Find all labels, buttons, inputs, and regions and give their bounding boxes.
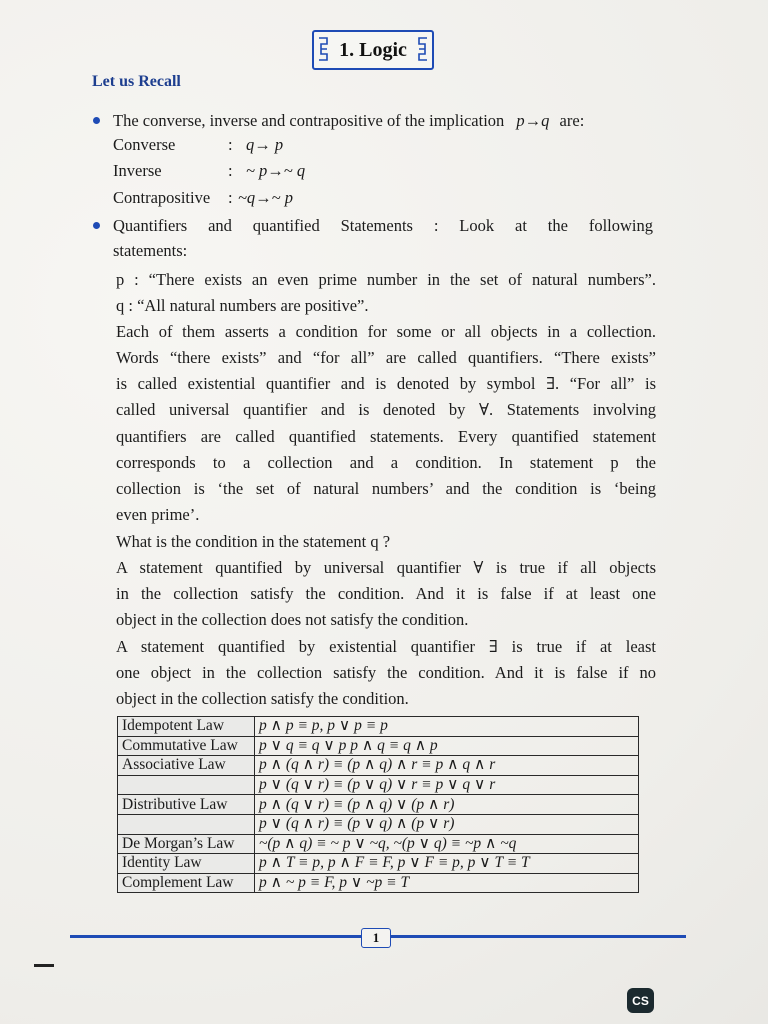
para-line: A statement quantified by existential quantifier ∃ is true if at least <box>116 637 656 656</box>
bullet-dot-icon <box>93 222 100 229</box>
para-line: A statement quantified by universal quantifier ∀ is true if all objects <box>116 558 656 577</box>
contrapositive-expr: ~q→~ p <box>238 188 293 207</box>
law-formula: p ∧ p ≡ p, p ∨ p ≡ p <box>255 717 639 737</box>
table-row <box>118 736 639 756</box>
page-number: 1 <box>361 928 391 948</box>
law-formula: p ∨ (q ∨ r) ≡ (p ∨ q) ∨ r ≡ p ∨ q ∨ r <box>255 775 639 795</box>
bullet-dot-icon <box>93 117 100 124</box>
para-line: corresponds to a collection and a condition. In statement p the <box>116 453 656 472</box>
margin-mark <box>34 964 54 967</box>
para-line: even prime’. <box>116 505 200 524</box>
inverse-label: Inverse <box>113 161 162 180</box>
table-row <box>118 717 639 737</box>
bullet1-intro-end: are: <box>559 111 585 130</box>
para-line: is called existential quantifier and is denoted by symbol ∃. “For all” is <box>116 374 656 393</box>
law-formula: p ∧ (q ∨ r) ≡ (p ∧ q) ∨ (p ∧ r) <box>255 795 639 815</box>
para-line: in the collection satisfy the condition. And it is false if at least one <box>116 584 656 603</box>
para-line: object in the collection does not satisfy the condition. <box>116 610 469 629</box>
para-line: object in the collection satisfy the condition. <box>116 689 409 708</box>
para-line: q : “All natural numbers are positive”. <box>116 296 369 315</box>
table-row <box>118 834 639 854</box>
table-row <box>118 873 639 893</box>
contrapositive-label: Contrapositive <box>113 188 211 207</box>
law-name: Distributive Law <box>118 795 255 815</box>
bullet1-intro <box>113 111 584 131</box>
table-row <box>118 854 639 874</box>
ornament-left-icon <box>317 36 329 62</box>
ornament-right-icon <box>417 36 429 62</box>
chapter-title: 1. Logic <box>339 38 407 61</box>
para-line: Quantifiers and quantified Statements : Look at the following <box>113 216 653 235</box>
converse-expr: q→ p <box>246 135 284 154</box>
section-heading: Let us Recall <box>92 73 181 90</box>
para-line: one object in the collection satisfy the condition. And it is false if no <box>116 663 656 682</box>
para-line: called universal quantifier and is denoted by ∀. Statements involving <box>116 400 656 419</box>
law-formula: p ∧ (q ∧ r) ≡ (p ∧ q) ∧ r ≡ p ∧ q ∧ r <box>255 756 639 776</box>
table-row <box>118 756 639 776</box>
converse-label: Converse <box>113 135 176 154</box>
para-line: quantifiers are called quantified statements. Every quantified statement <box>116 427 656 446</box>
table-row <box>118 775 639 795</box>
law-formula: p ∧ T ≡ p, p ∧ F ≡ F, p ∨ F ≡ p, p ∨ T ≡ T <box>255 854 639 874</box>
law-formula: p ∧ ~ p ≡ F, p ∨ ~p ≡ T <box>255 873 639 893</box>
implication-expr: p→q <box>516 111 550 130</box>
law-formula: p ∨ (q ∧ r) ≡ (p ∨ q) ∧ (p ∨ r) <box>255 814 639 834</box>
inverse-sep: : <box>228 161 233 180</box>
chapter-title-box <box>312 30 434 70</box>
logic-laws-table <box>117 716 639 893</box>
law-name: Associative Law <box>118 756 255 776</box>
inverse-row <box>113 161 305 181</box>
contrapositive-row <box>113 188 293 208</box>
converse-row <box>113 135 283 155</box>
law-name: Complement Law <box>118 873 255 893</box>
law-name: Commutative Law <box>118 736 255 756</box>
law-name: De Morgan’s Law <box>118 834 255 854</box>
para-line: Words “there exists” and “for all” are called quantifiers. “There exists” <box>116 348 656 367</box>
camscanner-logo-icon: CS <box>627 988 654 1013</box>
para-line: p : “There exists an even prime number in the set of natural numbers”. <box>116 270 656 289</box>
law-name <box>118 775 255 795</box>
para-line: statements: <box>113 241 188 260</box>
law-formula: p ∨ q ≡ q ∨ p p ∧ q ≡ q ∧ p <box>255 736 639 756</box>
table-row <box>118 814 639 834</box>
table-row <box>118 795 639 815</box>
law-name: Idempotent Law <box>118 717 255 737</box>
contrapositive-sep: : <box>228 188 233 207</box>
law-name: Identity Law <box>118 854 255 874</box>
para-line: Each of them asserts a condition for some or all objects in a collection. <box>116 322 656 341</box>
law-name <box>118 814 255 834</box>
converse-sep: : <box>228 135 233 154</box>
inverse-expr: ~ p→~ q <box>246 161 306 180</box>
para-line: What is the condition in the statement q ? <box>116 532 391 551</box>
bullet1-intro-text: The converse, inverse and contrapositive of the implication <box>113 111 505 130</box>
para-line: collection is ‘the set of natural numbers’ and the condition is ‘being <box>116 479 656 498</box>
law-formula: ~(p ∧ q) ≡ ~ p ∨ ~q, ~(p ∨ q) ≡ ~p ∧ ~q <box>255 834 639 854</box>
